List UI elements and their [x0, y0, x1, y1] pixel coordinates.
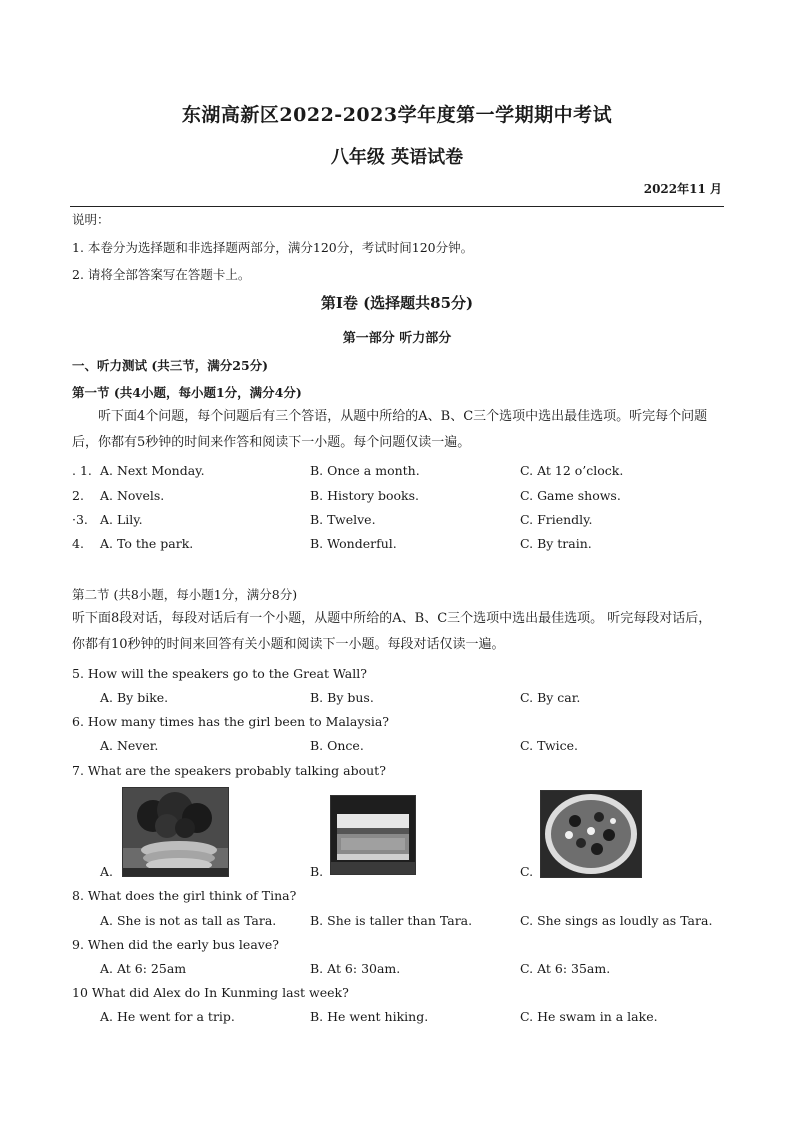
question-number: . 1.	[72, 463, 92, 478]
option-c: C. She sings as loudly as Tara.	[520, 913, 713, 928]
option-b: B. Once.	[310, 738, 364, 753]
option-b: B. By bus.	[310, 690, 374, 705]
volume-title: 第Ⅰ卷 (选择题共85分)	[320, 294, 474, 312]
option-c: C.	[520, 864, 534, 879]
question-9-options	[72, 961, 724, 979]
potted-plant-image	[122, 787, 229, 877]
question-number: 2.	[72, 488, 84, 503]
option-b: B. At 6: 30am.	[310, 961, 401, 976]
option-a: A.	[100, 864, 114, 879]
question-row	[72, 512, 724, 530]
question-5-text: 5. How will the speakers go to the Great Wall?	[72, 666, 367, 681]
section2-heading: 第二节 (共8小题，每小题1分，满分8分)	[72, 587, 298, 602]
question-row	[72, 463, 724, 481]
question-row	[72, 488, 724, 506]
question-7-text: 7. What are the speakers probably talking about?	[72, 763, 386, 778]
part-title: 第一部分 听力部分	[342, 331, 452, 346]
option-a: A. Never.	[100, 738, 159, 753]
option-c: C. At 6: 35am.	[520, 961, 611, 976]
option-a: A. To the park.	[100, 536, 194, 551]
listening-heading: 一、听力测试 (共三节，满分25分)	[72, 358, 269, 373]
option-c: C. Game shows.	[520, 488, 621, 503]
question-8-options	[72, 913, 724, 931]
option-b: B.	[310, 864, 324, 879]
notes-label: 说明：	[72, 212, 110, 227]
question-number: ·3.	[72, 512, 88, 527]
question-10-options	[72, 1009, 724, 1027]
option-c: C. By car.	[520, 690, 581, 705]
question-10-text: 10 What did Alex do In Kunming last week?	[72, 985, 349, 1000]
option-c: C. He swam in a lake.	[520, 1009, 658, 1024]
option-c: C. Friendly.	[520, 512, 593, 527]
option-b: B. History books.	[310, 488, 420, 503]
exam-date: 2022年11 月	[643, 182, 722, 196]
option-b: B. Wonderful.	[310, 536, 397, 551]
section1-heading: 第一节 (共4小题，每小题1分，满分4分)	[72, 385, 302, 400]
header-divider	[70, 206, 724, 207]
option-b: B. Twelve.	[310, 512, 376, 527]
option-c: C. By train.	[520, 536, 592, 551]
option-b: B. He went hiking.	[310, 1009, 429, 1024]
option-a: A. She is not as tall as Tara.	[100, 913, 277, 928]
note-item-1: 1. 本卷分为选择题和非选择题两部分，满分120分，考试时间120分钟。	[72, 240, 474, 255]
option-b: B. She is taller than Tara.	[310, 913, 473, 928]
option-a: A. Novels.	[100, 488, 165, 503]
option-b: B. Once a month.	[310, 463, 420, 478]
exam-subtitle: 八年级 英语试卷	[330, 147, 464, 168]
option-a: A. By bike.	[100, 690, 169, 705]
option-c: C. Twice.	[520, 738, 579, 753]
question-row	[72, 536, 724, 554]
cake-image	[330, 795, 416, 875]
question-6-text: 6. How many times has the girl been to Malaysia?	[72, 714, 390, 729]
question-number: 4.	[72, 536, 84, 551]
note-item-2: 2. 请将全部答案写在答题卡上。	[72, 267, 251, 282]
option-c: C. At 12 o’clock.	[520, 463, 624, 478]
question-6-options	[72, 738, 724, 756]
option-a: A. Next Monday.	[100, 463, 205, 478]
option-a: A. At 6: 25am	[100, 961, 187, 976]
section1-instruction: 听下面4个问题，每个问题后有三个答语，从题中所给的A、B、C三个选项中选出最佳选项。听完每个问题后，你都有5秒钟的时间来作答和阅读下一小题。每个问题仅读一遍。	[72, 409, 708, 450]
option-a: A. He went for a trip.	[100, 1009, 235, 1024]
exam-title: 东湖高新区2022-2023学年度第一学期期中考试	[181, 104, 613, 126]
question-9-text: 9. When did the early bus leave?	[72, 937, 279, 952]
question-8-text: 8. What does the girl think of Tina?	[72, 888, 297, 903]
pizza-image	[540, 790, 642, 878]
option-a: A. Lily.	[100, 512, 143, 527]
question-5-options	[72, 690, 724, 708]
section2-instruction: 听下面8段对话，每段对话后有一个小题，从题中所给的A、B、C三个选项中选出最佳选项。 听完每段对话后，你都有10秒钟的时间来回答有关小题和阅读下一小题。每段对话仅读一遍。	[72, 611, 712, 652]
